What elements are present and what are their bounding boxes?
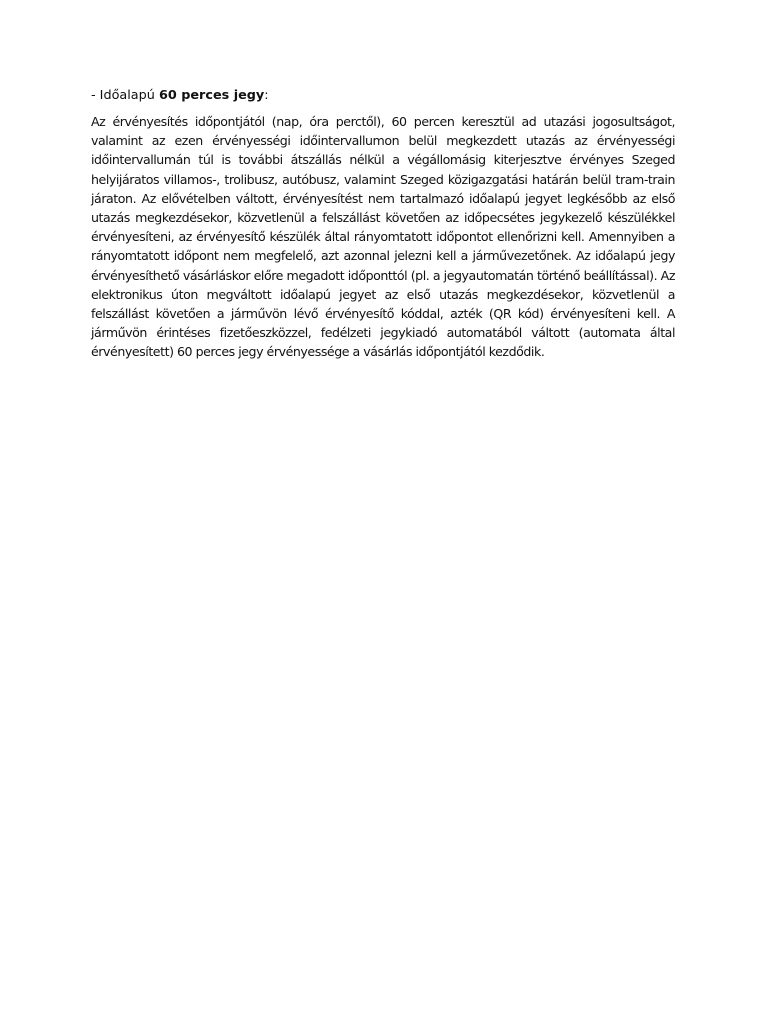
- document-content: [91, 86, 675, 362]
- heading-suffix: :: [264, 88, 269, 103]
- heading-prefix: - Időalapú: [91, 88, 159, 103]
- heading-emphasis: 60 perces jegy: [158, 88, 265, 103]
- section-heading: [91, 86, 675, 106]
- body-paragraph: Az érvényesítés időpontjától (nap, óra perctől), 60 percen keresztül ad utazási jogosultságot, valamint az ezen érvényességi időintervallumon belül megkezdett utazás az érvényességi időintervallumán túl is további átszállás nélkül a végállomásig kiterjesztve érvényes Szeged helyijáratos villamos-, trolibusz, autóbusz, valamint Szeged közigazgatási határán belül tram-train járaton. Az elővételben váltott, érvényesítést nem tartalmazó időalapú jegyet legkésőbb az első utazás megkezdésekor, közvetlenül a felszállást követően az időpecsétes jegykezelő készülékkel érvényesíteni, az érvényesítő készülék által rányomtatott időpontot ellenőrizni kell. Amennyiben a rányomtatott időpont nem megfelelő, azt azonnal jelezni kell a járművezetőnek. Az időalapú jegy érvényesíthető vásárláskor előre megadott időponttól (pl. a jegyautomatán történő beállítással). Az elektronikus úton megváltott időalapú jegyet az első utazás megkezdésekor, közvetlenül a felszállást követően a járművön lévő érvényesítő kóddal, azték (QR kód) érvényesíteni kell. A járművön érintéses fizetőeszközzel, fedélzeti jegykiadó automatából váltott (automata által érvényesített) 60 perces jegy érvényessége a vásárlás időpontjától kezdődik.: [91, 114, 675, 360]
